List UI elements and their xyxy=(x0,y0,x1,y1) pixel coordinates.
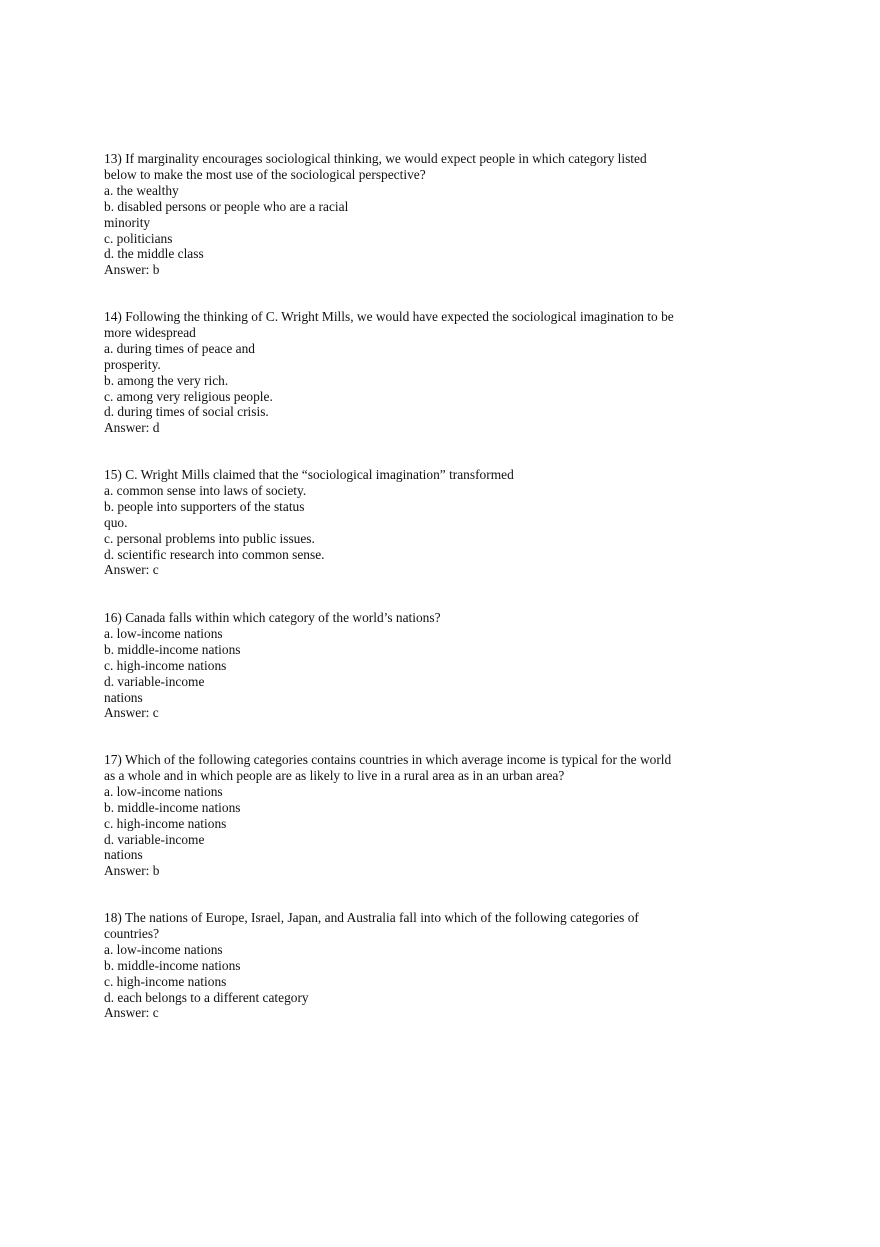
question-14 xyxy=(104,309,784,436)
question-17-option-b: b. middle-income nations xyxy=(104,799,241,815)
question-14-option-b: b. among the very rich. xyxy=(104,372,229,388)
question-17-stem-line-1: 17) Which of the following categories contains countries in which average income is typical for the world xyxy=(104,752,672,767)
question-15-option-d: d. scientific research into common sense. xyxy=(104,546,325,562)
question-14-option-d: d. during times of social crisis. xyxy=(104,404,269,420)
question-13-option-c: c. politicians xyxy=(104,230,173,246)
question-13-option-b: b. disabled persons or people who are a racial xyxy=(104,198,349,214)
question-16-option-a: a. low-income nations xyxy=(104,625,223,641)
question-15-option-b: b. people into supporters of the status xyxy=(104,498,305,514)
question-17 xyxy=(104,752,784,879)
question-14-stem-line-1: 14) Following the thinking of C. Wright Mills, we would have expected the sociological imagination to be xyxy=(104,309,674,324)
question-16-answer: Answer: c xyxy=(104,705,159,721)
question-15-stem: 15) C. Wright Mills claimed that the “sociological imagination” transformed xyxy=(104,467,514,482)
question-16-option-c: c. high-income nations xyxy=(104,657,227,673)
question-14-option-a: a. during times of peace and xyxy=(104,340,255,356)
question-16-option-b: b. middle-income nations xyxy=(104,641,241,657)
question-13-answer: Answer: b xyxy=(104,262,160,278)
question-13 xyxy=(104,151,784,278)
question-18-option-c: c. high-income nations xyxy=(104,973,227,989)
question-15-option-a: a. common sense into laws of society. xyxy=(104,482,307,498)
question-13-option-d: d. the middle class xyxy=(104,246,204,262)
question-15 xyxy=(104,467,784,578)
question-14-option-a-continued: prosperity. xyxy=(104,356,161,372)
question-13-option-a: a. the wealthy xyxy=(104,182,179,198)
question-18 xyxy=(104,910,784,1021)
question-16 xyxy=(104,610,784,721)
question-18-option-a: a. low-income nations xyxy=(104,941,223,957)
question-17-stem-line-2: as a whole and in which people are as likely to live in a rural area as in an urban area? xyxy=(104,767,565,783)
question-14-option-c: c. among very religious people. xyxy=(104,388,273,404)
question-18-stem-line-1: 18) The nations of Europe, Israel, Japan, and Australia fall into which of the following categories of xyxy=(104,910,639,925)
question-16-stem: 16) Canada falls within which category of the world’s nations? xyxy=(104,610,441,625)
question-15-option-b-continued: quo. xyxy=(104,514,128,530)
question-14-stem-line-2: more widespread xyxy=(104,324,196,340)
question-18-answer: Answer: c xyxy=(104,1005,159,1021)
question-18-option-b: b. middle-income nations xyxy=(104,957,241,973)
question-17-option-a: a. low-income nations xyxy=(104,783,223,799)
question-17-option-d-continued: nations xyxy=(104,847,143,863)
question-14-answer: Answer: d xyxy=(104,420,160,436)
question-15-option-c: c. personal problems into public issues. xyxy=(104,530,315,546)
question-13-option-b-continued: minority xyxy=(104,214,151,230)
question-16-option-d: d. variable-income xyxy=(104,673,205,689)
question-18-option-d: d. each belongs to a different category xyxy=(104,989,309,1005)
question-17-answer: Answer: b xyxy=(104,863,160,879)
question-16-option-d-continued: nations xyxy=(104,689,143,705)
question-13-stem-line-1: 13) If marginality encourages sociological thinking, we would expect people in which category listed xyxy=(104,151,647,166)
question-18-stem-line-2: countries? xyxy=(104,925,160,941)
question-15-answer: Answer: c xyxy=(104,562,159,578)
question-13-stem-line-2: below to make the most use of the sociological perspective? xyxy=(104,166,426,182)
question-17-option-d: d. variable-income xyxy=(104,831,205,847)
question-17-option-c: c. high-income nations xyxy=(104,815,227,831)
